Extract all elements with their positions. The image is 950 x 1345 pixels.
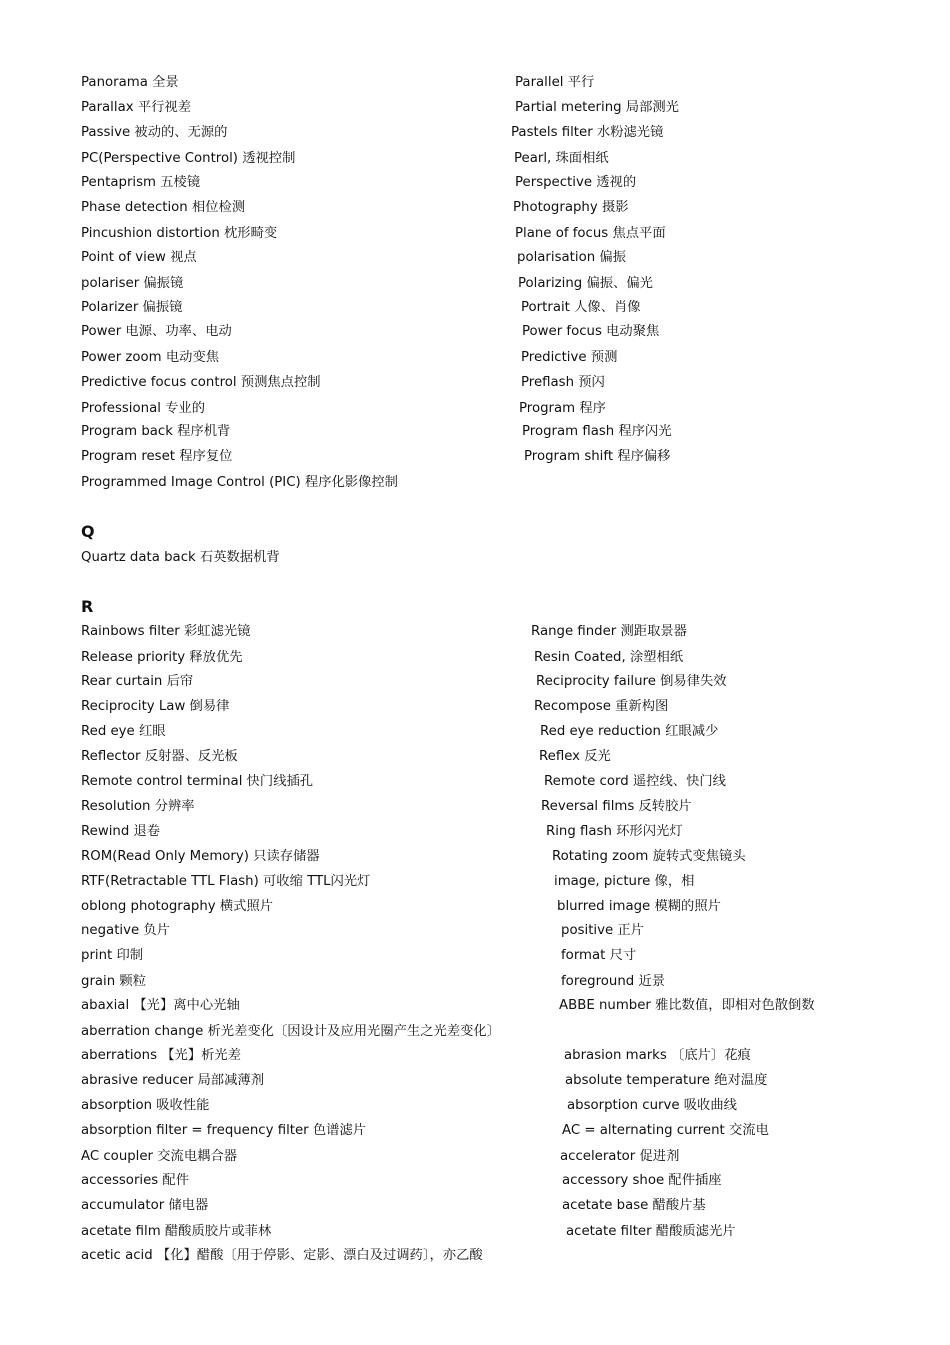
term-right: Pearl, 珠面相纸	[514, 151, 609, 166]
term-left: Program reset 程序复位	[81, 449, 233, 464]
term-right: Program shift 程序偏移	[524, 449, 671, 464]
term-right: Recompose 重新构图	[534, 699, 669, 714]
term-left: Red eye 红眼	[81, 724, 166, 739]
term-right: Power focus 电动聚焦	[522, 324, 660, 339]
term-right: format 尺寸	[561, 948, 637, 963]
term-right: Program flash 程序闪光	[522, 424, 672, 439]
term-left: Panorama 全景	[81, 75, 179, 90]
section-heading: R	[81, 597, 94, 616]
section-heading: Q	[81, 522, 95, 541]
term-left: aberration change 析光差变化〔因设计及应用光圈产生之光差变化〕	[81, 1024, 501, 1039]
term-left: polariser 偏振镜	[81, 276, 184, 291]
term-left: negative 负片	[81, 923, 170, 938]
term-left: oblong photography 横式照片	[81, 899, 274, 914]
term-right: acetate base 醋酸片基	[562, 1198, 706, 1213]
term-right: foreground 近景	[561, 974, 666, 989]
term-left: absorption 吸收性能	[81, 1098, 210, 1113]
term-right: accessory shoe 配件插座	[562, 1173, 722, 1188]
term-right: Red eye reduction 红眼减少	[540, 724, 719, 739]
term-left: Professional 专业的	[81, 401, 206, 416]
term-left: accumulator 储电器	[81, 1198, 209, 1213]
term-right: polarisation 偏振	[517, 250, 626, 265]
term-left: PC(Perspective Control) 透视控制	[81, 151, 296, 166]
term-left: Point of view 视点	[81, 250, 197, 265]
term-right: Perspective 透视的	[515, 175, 637, 190]
term-left: Reflector 反射器、反光板	[81, 749, 238, 764]
term-right: accelerator 促进剂	[560, 1149, 680, 1164]
term-right: Reciprocity failure 倒易律失效	[536, 674, 727, 689]
term-left: Passive 被动的、无源的	[81, 125, 228, 140]
term-right: absolute temperature 绝对温度	[565, 1073, 768, 1088]
term-left: accessories 配件	[81, 1173, 190, 1188]
term-right: absorption curve 吸收曲线	[567, 1098, 737, 1113]
term-right: Preflash 预闪	[521, 375, 605, 390]
term-left: Phase detection 相位检测	[81, 200, 246, 215]
term-right: Partial metering 局部测光	[515, 100, 679, 115]
term-right: Resin Coated, 涂塑相纸	[534, 650, 684, 665]
term-left: Polarizer 偏振镜	[81, 300, 183, 315]
term-left: Reciprocity Law 倒易律	[81, 699, 230, 714]
term-left: Program back 程序机背	[81, 424, 231, 439]
term-left: Power zoom 电动变焦	[81, 350, 220, 365]
term-right: Predictive 预测	[521, 350, 618, 365]
term-right: Polarizing 偏振、偏光	[518, 276, 653, 291]
term-right: Plane of focus 焦点平面	[515, 226, 666, 241]
term-right: Ring flash 环形闪光灯	[546, 824, 683, 839]
term-right: positive 正片	[561, 923, 644, 938]
term-right: Range finder 测距取景器	[531, 624, 687, 639]
term-right: image, picture 像，相	[554, 874, 695, 889]
term-left: Pentaprism 五棱镜	[81, 175, 201, 190]
term-left: Power 电源、功率、电动	[81, 324, 232, 339]
term-left: absorption filter = frequency filter 色谱滤片	[81, 1123, 367, 1138]
term-left: Rainbows filter 彩虹滤光镜	[81, 624, 251, 639]
term-left: Quartz data back 石英数据机背	[81, 550, 280, 565]
term-right: abrasion marks 〔底片〕花痕	[564, 1048, 751, 1063]
term-right: blurred image 模糊的照片	[557, 899, 721, 914]
term-right: Rotating zoom 旋转式变焦镜头	[552, 849, 746, 864]
term-left: Rewind 退卷	[81, 824, 161, 839]
term-left: aberrations 【光】析光差	[81, 1048, 242, 1063]
term-left: Rear curtain 后帘	[81, 674, 194, 689]
term-left: Remote control terminal 快门线插孔	[81, 774, 314, 789]
term-right: Photography 摄影	[513, 200, 629, 215]
term-left: RTF(Retractable TTL Flash) 可收缩 TTL闪光灯	[81, 874, 371, 889]
term-left: Resolution 分辨率	[81, 799, 195, 814]
term-right: Portrait 人像、肖像	[521, 300, 641, 315]
term-right: acetate filter 醋酸质滤光片	[566, 1224, 736, 1239]
term-right: Reversal films 反转胶片	[541, 799, 692, 814]
term-left: acetic acid 【化】醋酸〔用于停影、定影、漂白及过调药〕，亦乙酸	[81, 1248, 483, 1263]
term-left: acetate film 醋酸质胶片或菲林	[81, 1224, 272, 1239]
term-left: print 印制	[81, 948, 144, 963]
term-left: Release priority 释放优先	[81, 650, 243, 665]
term-right: Reflex 反光	[539, 749, 611, 764]
term-left: grain 颗粒	[81, 974, 146, 989]
term-right: ABBE number 雅比数值，即相对色散倒数	[559, 998, 815, 1013]
term-left: abrasive reducer 局部减薄剂	[81, 1073, 264, 1088]
term-right: Remote cord 遥控线、快门线	[544, 774, 726, 789]
term-right: Parallel 平行	[515, 75, 595, 90]
term-left: Pincushion distortion 枕形畸变	[81, 226, 278, 241]
term-left: ROM(Read Only Memory) 只读存储器	[81, 849, 320, 864]
term-left: AC coupler 交流电耦合器	[81, 1149, 238, 1164]
term-right: Program 程序	[519, 401, 606, 416]
term-left: Predictive focus control 预测焦点控制	[81, 375, 321, 390]
term-right: AC = alternating current 交流电	[562, 1123, 769, 1138]
term-left: Programmed Image Control (PIC) 程序化影像控制	[81, 475, 398, 490]
term-left: Parallax 平行视差	[81, 100, 192, 115]
term-right: Pastels filter 水粉滤光镜	[511, 125, 664, 140]
term-left: abaxial 【光】离中心光轴	[81, 998, 240, 1013]
